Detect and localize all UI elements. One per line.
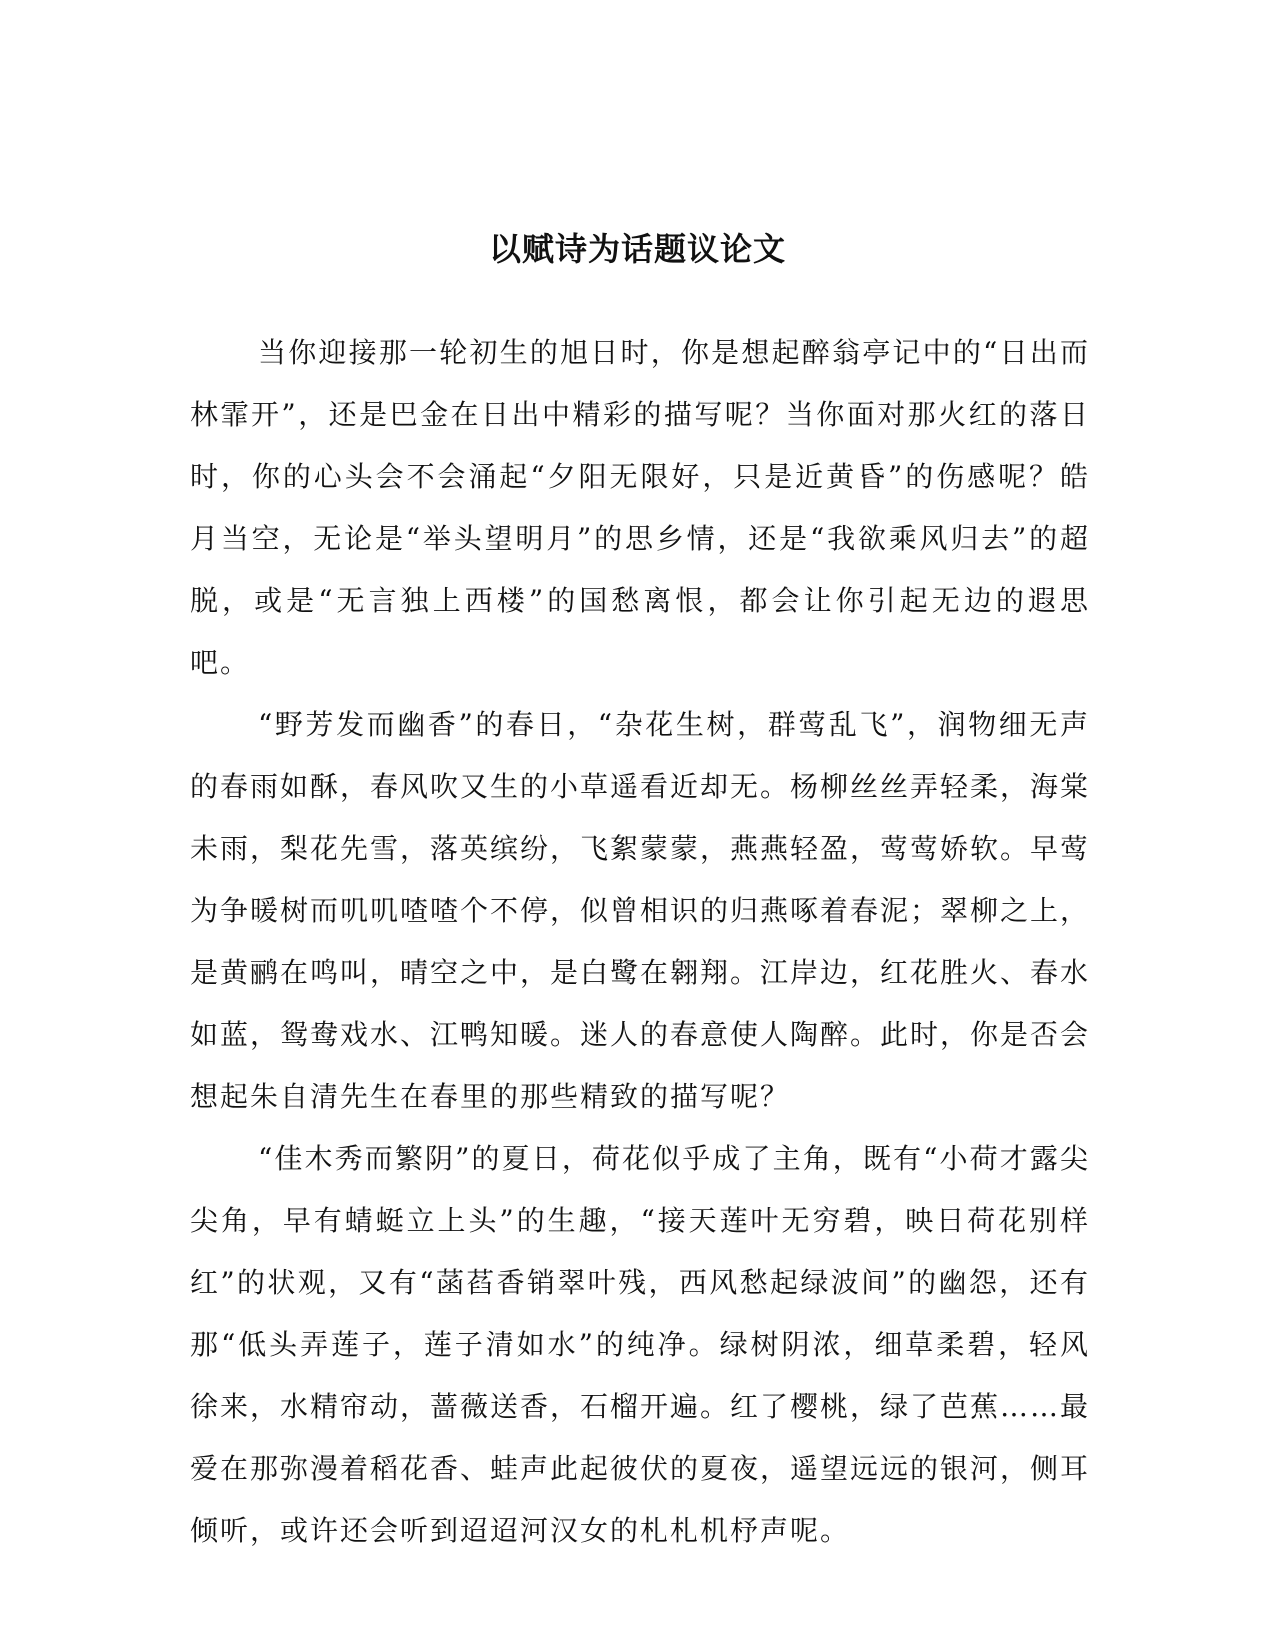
- paragraph-sunrise-moon: 当你迎接那一轮初生的旭日时，你是想起醉翁亭记中的“日出而林霏开”，还是巴金在日出中精彩的描写呢？当你面对那火红的落日时，你的心头会不会涌起“夕阳无限好，只是近黄昏”的伤感呢？皓月当空，无论是“举头望明月”的思乡情，还是“我欲乘风归去”的超脱，或是“无言独上西楼”的国愁离恨，都会让你引起无边的遐思吧。: [190, 336, 1090, 679]
- paragraph-spring: “野芳发而幽香”的春日，“杂花生树，群莺乱飞”，润物细无声的春雨如酥，春风吹又生的小草遥看近却无。杨柳丝丝弄轻柔，海棠未雨，梨花先雪，落英缤纷，飞絮蒙蒙，燕燕轻盈，莺莺娇软。早莺为争暖树而叽叽喳喳个不停，似曾相识的归燕啄着春泥；翠柳之上，是黄鹂在鸣叫，晴空之中，是白鹭在翱翔。江岸边，红花胜火、春水如蓝，鸳鸯戏水、江鸭知暖。迷人的春意使人陶醉。此时，你是否会想起朱自清先生在春里的那些精致的描写呢？: [190, 708, 1091, 1113]
- document-body: [190, 322, 1090, 1562]
- paragraph-summer: “佳木秀而繁阴”的夏日，荷花似乎成了主角，既有“小荷才露尖尖角，早有蜻蜓立上头”的生趣，“接天莲叶无穷碧，映日荷花别样红”的状观，又有“菡萏香销翠叶残，西风愁起绿波间”的幽怨，还有那“低头弄莲子，莲子清如水”的纯净。绿树阴浓，细草柔碧，轻风徐来，水精帘动，蔷薇送香，石榴开遍。红了樱桃，绿了芭蕉……最爱在那弥漫着稻花香、蛙声此起彼伏的夏夜，遥望远远的银河，侧耳倾听，或许还会听到迢迢河汉女的札札机杼声呢。: [190, 1142, 1091, 1547]
- document-title: 以赋诗为话题议论文: [488, 230, 786, 269]
